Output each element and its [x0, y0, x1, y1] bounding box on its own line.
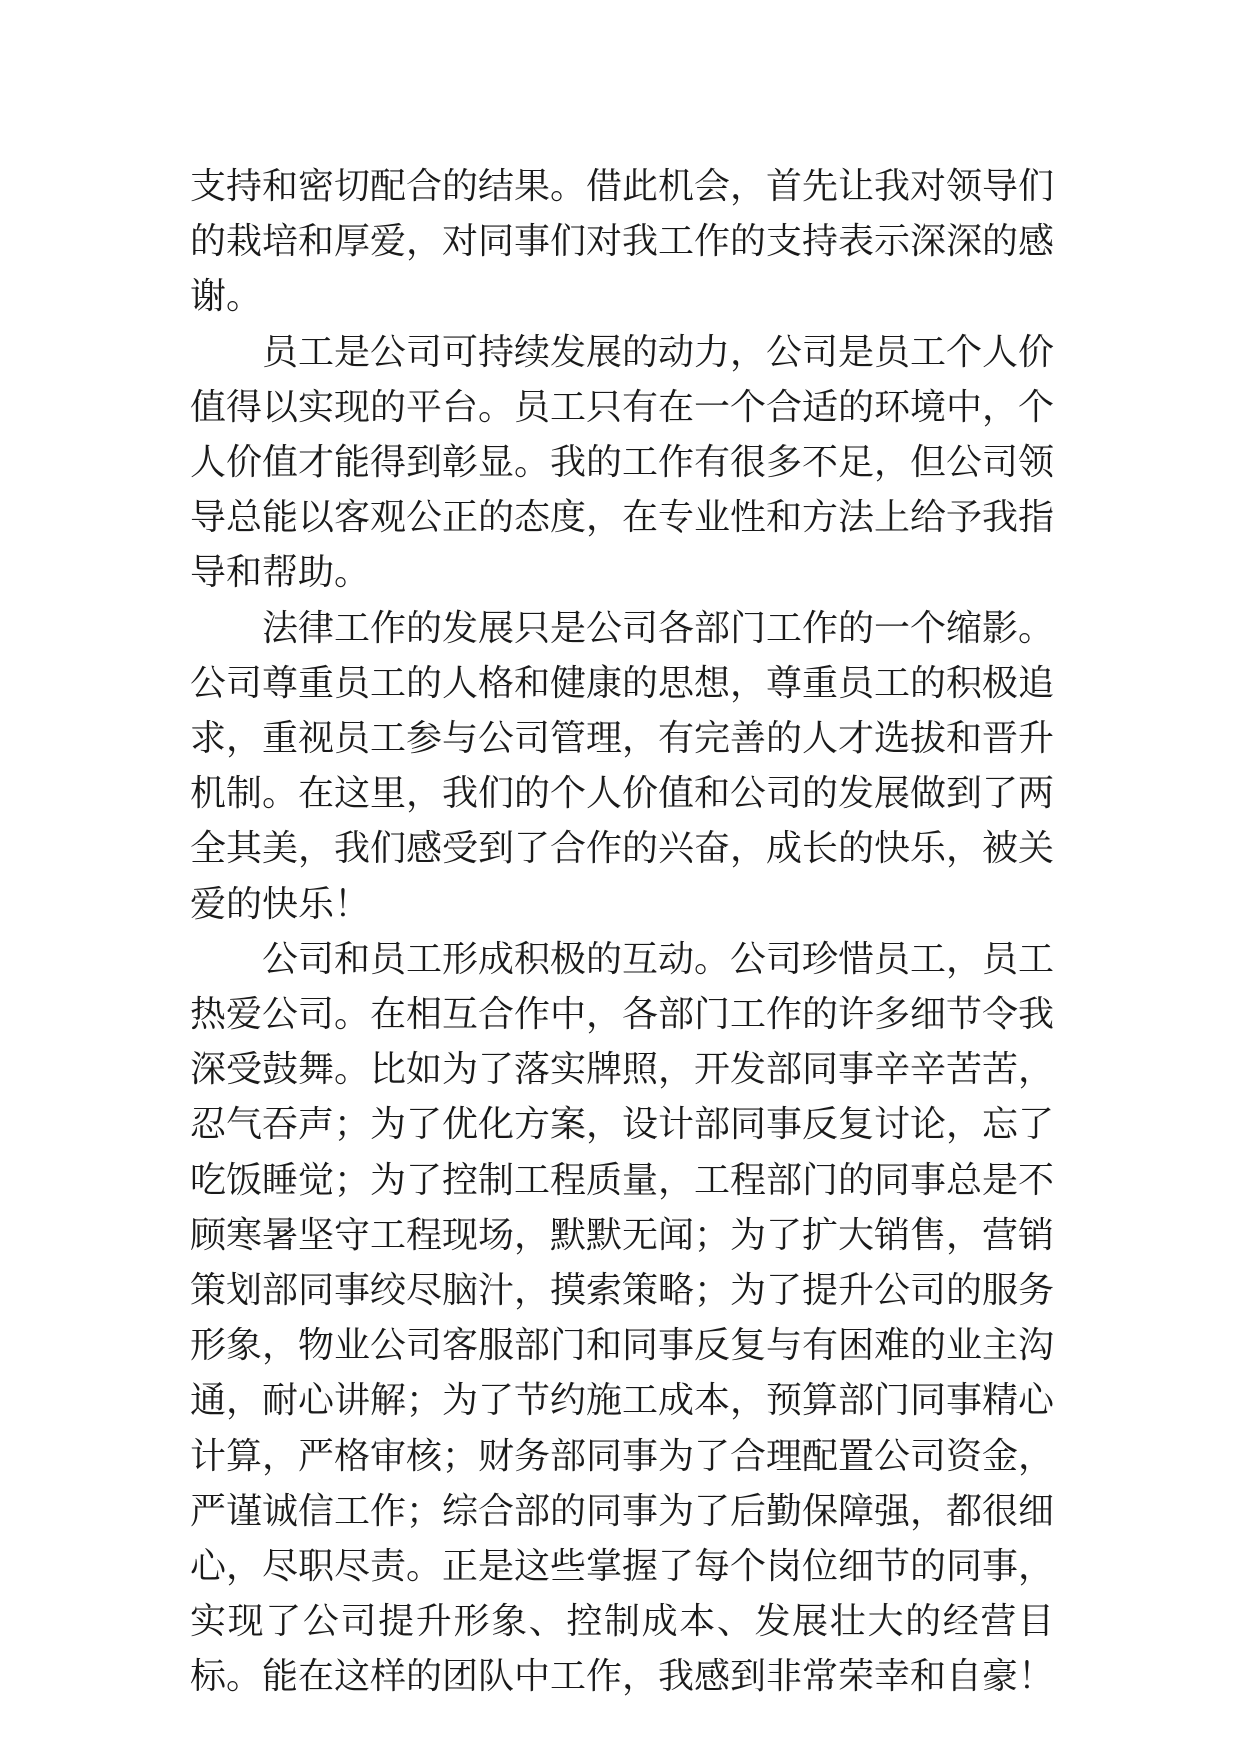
- paragraph-4: 公司和员工形成积极的互动。公司珍惜员工，员工热爱公司。在相互合作中，各部门工作的许多细节令我深受鼓舞。比如为了落实牌照，开发部同事辛辛苦苦，忍气吞声；为了优化方案，设计部同事反复讨论，忘了吃饭睡觉；为了控制工程质量，工程部门的同事总是不顾寒暑坚守工程现场，默默无闻；为了扩大销售，营销策划部同事绞尽脑汁，摸索策略；为了提升公司的服务形象，物业公司客服部门和同事反复与有困难的业主沟通，耐心讲解；为了节约施工成本，预算部门同事精心计算，严格审核；财务部同事为了合理配置公司资金，严谨诚信工作；综合部的同事为了后勤保障强，都很细心，尽职尽责。正是这些掌握了每个岗位细节的同事，实现了公司提升形象、控制成本、发展壮大的经营目标。能在这样的团队中工作，我感到非常荣幸和自豪！: [190, 938, 1055, 1698]
- document-body: [190, 159, 1054, 1705]
- paragraph-2: 员工是公司可持续发展的动力，公司是员工个人价值得以实现的平台。员工只有在一个合适的环境中，个人价值才能得到彰显。我的工作有很多不足，但公司领导总能以客观公正的态度，在专业性和方法上给予我指导和帮助。: [190, 331, 1055, 594]
- paragraph-3: 法律工作的发展只是公司各部门工作的一个缩影。公司尊重员工的人格和健康的思想，尊重员工的积极追求，重视员工参与公司管理，有完善的人才选拔和晋升机制。在这里，我们的个人价值和公司的发展做到了两全其美，我们感受到了合作的兴奋，成长的快乐，被关爱的快乐！: [190, 607, 1055, 925]
- paragraph-1: 支持和密切配合的结果。借此机会，首先让我对领导们的栽培和厚爱，对同事们对我工作的支持表示深深的感谢。: [190, 166, 1055, 318]
